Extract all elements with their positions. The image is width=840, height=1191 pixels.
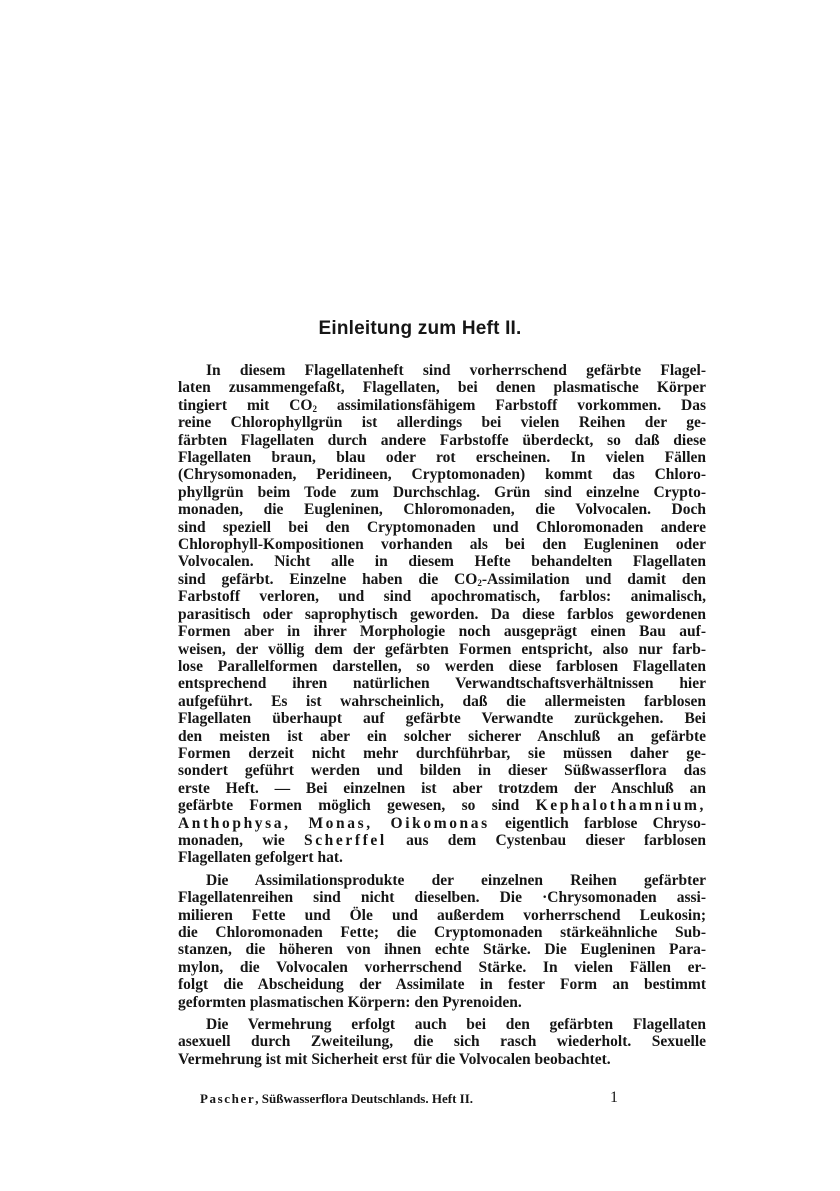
text-line: aufgeführt. Es ist wahrscheinlich, daß die allermeisten farblosen xyxy=(178,692,706,710)
text-line: geformten plasmatischen Körpern: den Pyrenoiden. xyxy=(178,993,522,1011)
text-line: färbten Flagellaten durch andere Farbstoffe überdeckt, so daß diese xyxy=(178,431,706,449)
text-fragment: assimilationsfähigem Farbstoff vorkommen. Das xyxy=(316,396,706,414)
body-text xyxy=(178,362,706,1068)
text-line: die Chloromonaden Fette; die Cryptomonaden stärkeähnliche Sub- xyxy=(178,924,706,941)
text-line xyxy=(178,571,706,588)
text-line: phyllgrün beim Tode zum Durchschlag. Grün sind einzelne Crypto- xyxy=(178,483,706,501)
text-line: sondert geführt werden und bilden in dieser Süßwasserflora das xyxy=(178,762,706,780)
text-line: lose Parallelformen darstellen, so werden diese farblosen Flagellaten xyxy=(178,657,706,675)
text-line: Vermehrung ist mit Sicherheit erst für die Volvocalen beobachtet. xyxy=(178,1050,611,1068)
section-title: Einleitung zum Heft II. xyxy=(318,318,522,339)
running-footer xyxy=(200,1091,473,1107)
footer-runner-text: , Süßwasserflora Deutschlands. Heft II. xyxy=(255,1091,474,1106)
text-fragment: monaden, wie xyxy=(178,831,304,849)
text-fragment: aus dem Cystenbau dieser farblosen xyxy=(386,831,706,849)
text-line: (Chrysomonaden, Peridineen, Cryptomonaden) kommt das Chloro- xyxy=(178,466,706,484)
text-line: milieren Fette und Öle und außerdem vorherrschend Leukosin; xyxy=(178,906,706,924)
text-line: Formen derzeit nicht mehr durchführbar, sie müssen daher ge- xyxy=(178,744,706,762)
text-line: laten zusammengefaßt, Flagellaten, bei denen plasmatische Körper xyxy=(178,379,706,397)
text-line xyxy=(178,832,706,849)
text-line: mylon, die Volvocalen vorherrschend Stärke. In vielen Fällen er- xyxy=(178,958,706,976)
text-line: Volvocalen. Nicht alle in diesem Hefte behandelten Flagellaten xyxy=(178,553,706,571)
text-line: den meisten ist aber ein solcher sicherer Anschluß an gefärbte xyxy=(178,727,706,745)
page-number: 1 xyxy=(610,1089,618,1106)
text-line: Formen aber in ihrer Morphologie noch ausgeprägt einen Bau auf- xyxy=(178,623,706,641)
paragraph-2 xyxy=(178,872,706,1011)
text-fragment: sind gefärbt. Einzelne haben die CO xyxy=(178,570,478,588)
text-fragment: gefärbte Formen möglich gewesen, so sind xyxy=(178,797,536,815)
text-line: In diesem Flagellatenheft sind vorherrschend gefärbte Flagel- xyxy=(206,362,706,379)
text-line: entsprechend ihren natürlichen Verwandtschaftsverhältnissen hier xyxy=(178,675,706,693)
paragraph-1 xyxy=(178,362,706,867)
text-line: Die Assimilationsprodukte der einzelnen Reihen gefärbter xyxy=(206,871,706,889)
text-line: Flagellaten braun, blau oder rot erscheinen. In vielen Fällen xyxy=(178,449,706,467)
text-line xyxy=(178,815,706,832)
text-line: Farbstoff verloren, und sind apochromatisch, farblos: animalisch, xyxy=(178,588,706,606)
text-fragment: eigentlich farblose Chryso- xyxy=(489,814,707,832)
text-line: sind speziell bei den Cryptomonaden und Chloromonaden andere xyxy=(178,518,706,536)
text-fragment: tingiert mit CO xyxy=(178,396,313,414)
text-line xyxy=(178,797,706,814)
text-line: weisen, der völlig dem der gefärbten Formen entspricht, also nur farb- xyxy=(178,640,706,658)
text-line: Chlorophyll-Kompositionen vorhanden als bei den Eugleninen oder xyxy=(178,536,706,554)
text-line: parasitisch oder saprophytisch geworden. Da diese farblos gewordenen xyxy=(178,605,706,623)
text-fragment: -Assimilation und damit den xyxy=(481,570,706,588)
text-line: folgt die Abscheidung der Assimilate in fester Form an bestimmt xyxy=(178,976,706,994)
spaced-genus-name: Kephalothamnium, xyxy=(535,797,706,815)
text-line: erste Heft. — Bei einzelnen ist aber trotzdem der Anschluß an xyxy=(178,779,706,797)
text-line: reine Chlorophyllgrün ist allerdings bei vielen Reihen der ge- xyxy=(178,414,706,432)
text-line xyxy=(178,397,706,414)
text-line: Flagellaten gefolgert hat. xyxy=(178,849,343,867)
footer-author: Pascher xyxy=(200,1091,256,1106)
paragraph-3 xyxy=(178,1016,706,1068)
text-line: monaden, die Eugleninen, Chloromonaden, die Volvocalen. Doch xyxy=(178,501,706,519)
spaced-author-name: Scherffel xyxy=(303,831,387,849)
subscript: 2 xyxy=(312,403,317,414)
text-line: Flagellaten überhaupt auf gefärbte Verwandte zurückgehen. Bei xyxy=(178,710,706,728)
text-line: stanzen, die höheren von ihnen echte Stärke. Die Eugleninen Para- xyxy=(178,941,706,959)
page-footer xyxy=(200,1091,620,1107)
subscript: 2 xyxy=(477,577,482,588)
spaced-genus-names: Anthophysa, Monas, Oikomonas xyxy=(178,814,490,832)
text-line: Die Vermehrung erfolgt auch bei den gefärbten Flagellaten xyxy=(206,1016,706,1034)
text-line: asexuell durch Zweiteilung, die sich rasch wiederholt. Sexuelle xyxy=(178,1033,706,1051)
text-line: Flagellatenreihen sind nicht dieselben. Die ·Chrysomonaden assi- xyxy=(178,889,706,907)
